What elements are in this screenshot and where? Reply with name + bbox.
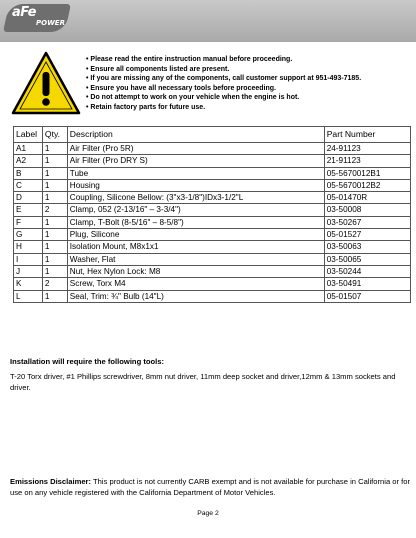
cell-label: B [14, 167, 43, 179]
cell-description: Coupling, Silicone Bellow: (3"x3-1/8")IDx3-1/2"L [67, 192, 324, 204]
table-row [14, 278, 411, 290]
cell-description: Air Filter (Pro 5R) [67, 143, 324, 155]
table-row [14, 241, 411, 253]
cell-part-number: 05-5670012B1 [324, 167, 410, 179]
table-row [14, 216, 411, 228]
cell-qty: 1 [42, 216, 67, 228]
cell-label: C [14, 179, 43, 191]
cell-part-number: 03-50267 [324, 216, 410, 228]
table-row [14, 179, 411, 191]
cell-part-number: 03-50008 [324, 204, 410, 216]
cell-qty: 1 [42, 253, 67, 265]
cell-description: Air Filter (Pro DRY S) [67, 155, 324, 167]
cell-label: J [14, 265, 43, 277]
cell-description: Washer, Flat [67, 253, 324, 265]
cell-description: Housing [67, 179, 324, 191]
cell-description: Clamp, 052 (2-13/16" – 3-3/4") [67, 204, 324, 216]
emissions-text: This product is not currently CARB exempt and is not available for purchase in California or for use on any vehicle registered with the California Department of Motor Vehicles. [10, 477, 410, 497]
cell-part-number: 03-50065 [324, 253, 410, 265]
cell-description: Tube [67, 167, 324, 179]
warning-item: • Retain factory parts for future use. [86, 103, 206, 111]
cell-part-number: 03-50244 [324, 265, 410, 277]
cell-qty: 1 [42, 179, 67, 191]
cell-description: Nut, Hex Nylon Lock: M8 [67, 265, 324, 277]
warning-triangle-icon [10, 50, 82, 116]
cell-label: L [14, 290, 43, 302]
logo-sub-text: POWER [36, 19, 65, 27]
table-row [14, 204, 411, 216]
cell-qty: 1 [42, 143, 67, 155]
header-part-number: Part Number [324, 127, 410, 143]
cell-label: F [14, 216, 43, 228]
cell-qty: 1 [42, 290, 67, 302]
header-description: Description [67, 127, 324, 143]
page-number: Page 2 [197, 510, 219, 517]
cell-label: G [14, 229, 43, 241]
header-bar [0, 0, 416, 42]
warning-item: • Please read the entire instruction manual before proceeding. [86, 56, 293, 63]
warning-item: • Ensure all components listed are present. [86, 65, 230, 73]
table-row [14, 167, 411, 179]
table-row [14, 290, 411, 302]
cell-description: Seal, Trim: ¾" Bulb (14"L) [67, 290, 324, 302]
cell-label: A2 [14, 155, 43, 167]
emissions-label: Emissions Disclaimer: [10, 477, 92, 486]
emissions-disclaimer [10, 477, 410, 498]
cell-description: Isolation Mount, M8x1x1 [67, 241, 324, 253]
cell-label: I [14, 253, 43, 265]
cell-part-number: 03-50063 [324, 241, 410, 253]
header-qty: Qty. [42, 127, 67, 143]
table-row [14, 253, 411, 265]
table-row [14, 143, 411, 155]
cell-qty: 1 [42, 155, 67, 167]
tools-text: T-20 Torx driver, #1 Phillips screwdriver, 8mm nut driver, 11mm deep socket and driver,12mm & 13mm sockets and driver. [10, 372, 396, 392]
cell-part-number: 24-91123 [324, 143, 410, 155]
cell-description: Plug, Silicone [67, 229, 324, 241]
cell-qty: 1 [42, 265, 67, 277]
cell-qty: 1 [42, 192, 67, 204]
warning-item: • If you are missing any of the components, call customer support at 951-493-7185. [86, 75, 362, 83]
cell-description: Clamp, T-Bolt (8-5/16" – 8-5/8") [67, 216, 324, 228]
table-row [14, 265, 411, 277]
table-row [14, 155, 411, 167]
cell-part-number: 05-01470R [324, 192, 410, 204]
cell-label: H [14, 241, 43, 253]
cell-qty: 1 [42, 241, 67, 253]
logo-main-text: aFe [12, 5, 36, 20]
cell-label: D [14, 192, 43, 204]
cell-part-number: 05-01507 [324, 290, 410, 302]
warning-item: • Do not attempt to work on your vehicle when the engine is hot. [86, 94, 300, 102]
cell-part-number: 21-91123 [324, 155, 410, 167]
cell-part-number: 05-5670012B2 [324, 179, 410, 191]
table-row [14, 192, 411, 204]
cell-qty: 1 [42, 167, 67, 179]
cell-qty: 2 [42, 204, 67, 216]
cell-part-number: 05-01527 [324, 229, 410, 241]
cell-qty: 1 [42, 229, 67, 241]
header-label: Label [14, 127, 43, 143]
tools-heading: Installation will require the following tools: [10, 357, 164, 366]
cell-description: Screw, Torx M4 [67, 278, 324, 290]
cell-label: E [14, 204, 43, 216]
warning-list [86, 55, 412, 113]
warning-item: • Ensure you have all necessary tools before proceeding. [86, 84, 276, 92]
cell-label: K [14, 278, 43, 290]
cell-part-number: 03-50491 [324, 278, 410, 290]
table-header-row [14, 127, 411, 143]
table-row [14, 229, 411, 241]
parts-table [13, 126, 411, 303]
cell-qty: 2 [42, 278, 67, 290]
cell-label: A1 [14, 143, 43, 155]
